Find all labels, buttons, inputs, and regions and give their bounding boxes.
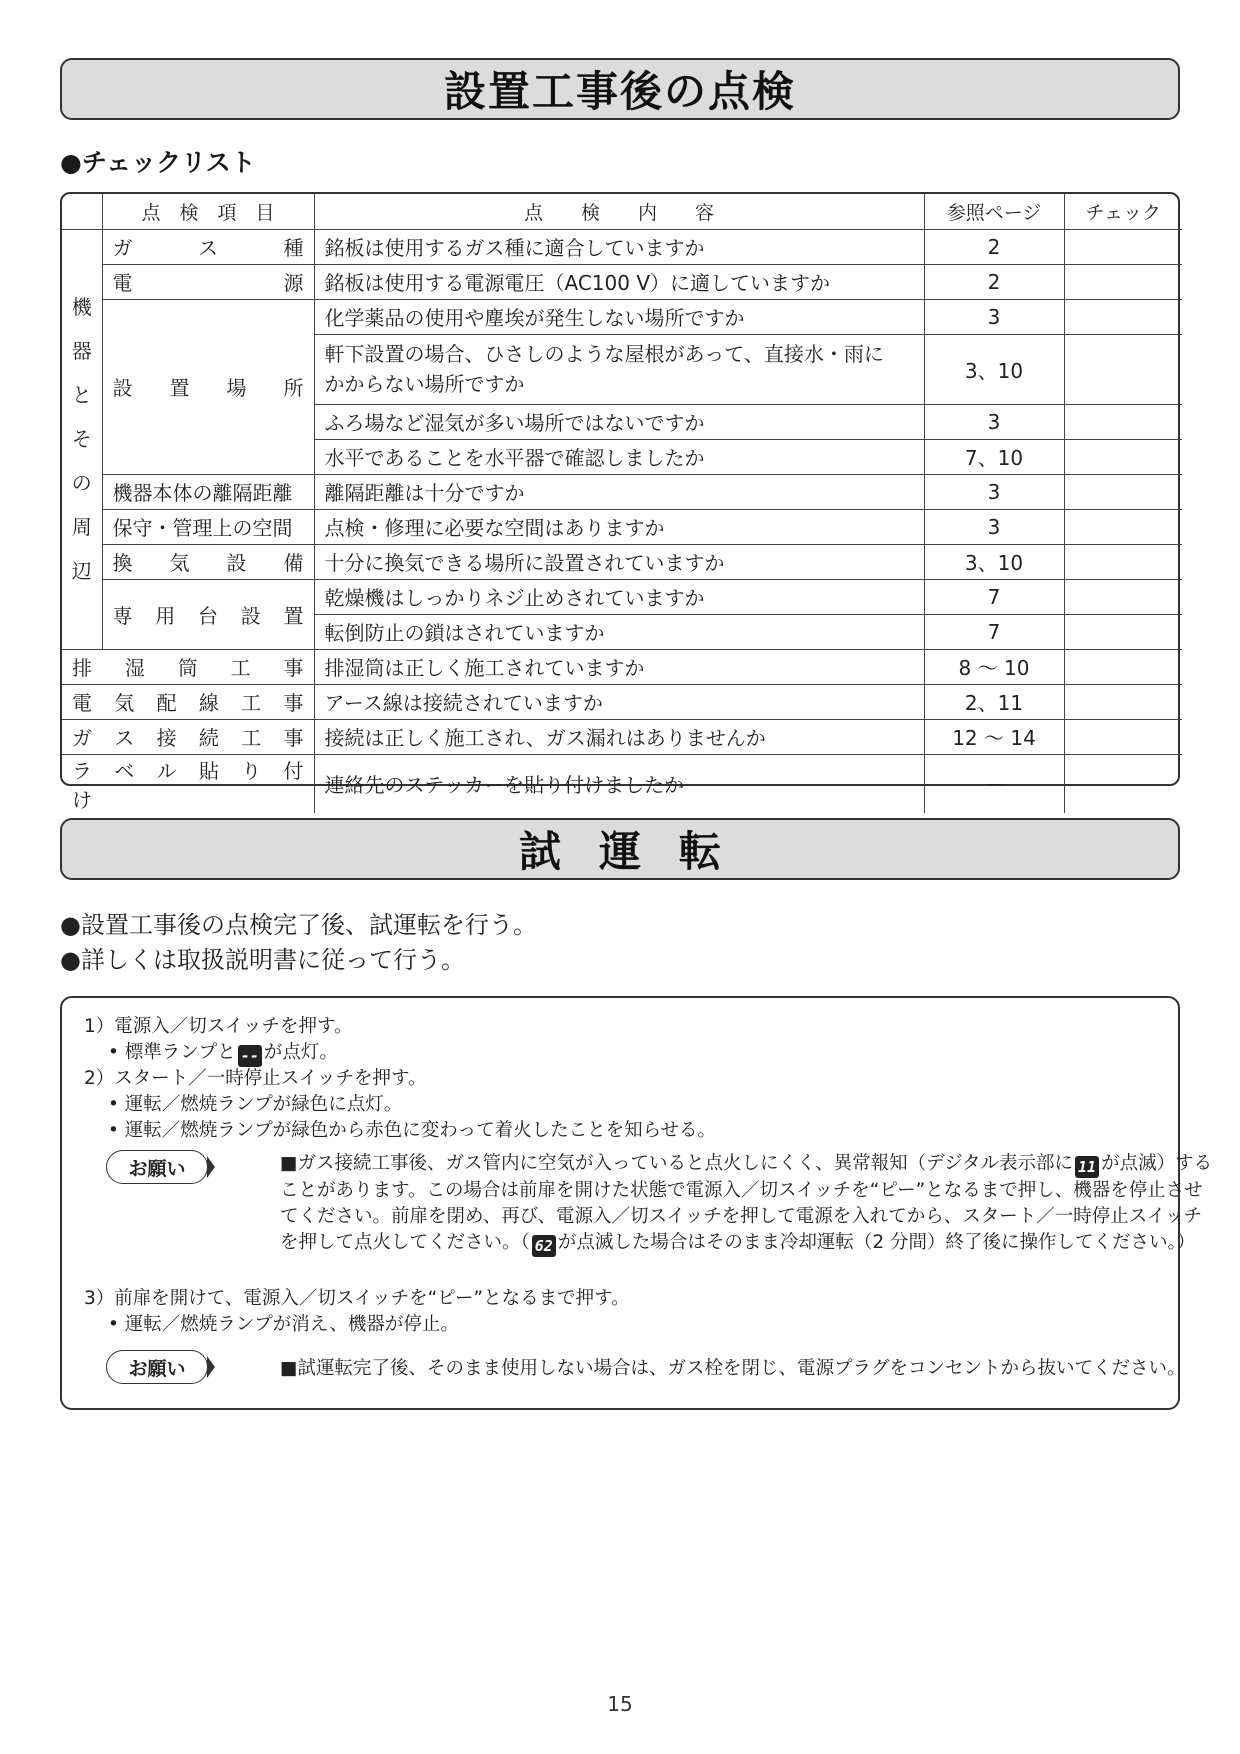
table-row bbox=[62, 474, 1182, 509]
page-number: 15 bbox=[607, 1692, 633, 1716]
notice-2-text: ■試運転完了後、そのまま使用しない場合は、ガス栓を閉じ、電源プラグをコンセントから抜いてください。 bbox=[280, 1358, 1186, 1379]
page-cell: 7、10 bbox=[924, 439, 1064, 474]
notice-badge: お願い bbox=[106, 1150, 208, 1184]
group-char: 器 bbox=[71, 339, 92, 363]
content-cell: 転倒防止の鎖はされていますか bbox=[314, 614, 924, 649]
content-cell: 水平であることを水平器で確認しましたか bbox=[314, 439, 924, 474]
group-char: 機 bbox=[71, 295, 92, 319]
procedure-box bbox=[60, 996, 1213, 1410]
content-cell: 接続は正しく施工され、ガス漏れはありませんか bbox=[314, 719, 924, 754]
step-1-detail bbox=[108, 1038, 338, 1067]
item-cell: 排 湿 筒 工 事 bbox=[62, 649, 314, 684]
header-cell-check: チェック bbox=[1064, 194, 1182, 229]
check-cell[interactable] bbox=[1064, 439, 1182, 474]
item-cell: ガ ス 種 bbox=[102, 229, 314, 264]
notice-badge: お願い bbox=[106, 1350, 208, 1384]
content-cell: 十分に換気できる場所に設置されていますか bbox=[314, 544, 924, 579]
page-cell: 3 bbox=[924, 474, 1064, 509]
group-char: の bbox=[71, 471, 92, 495]
item-cell: 機器本体の離隔距離 bbox=[102, 474, 314, 509]
check-cell[interactable] bbox=[1064, 544, 1182, 579]
notice-1-text-b: が点滅）することがあります。この場合は前扉を開けた状態で電源入／切スイッチを“ピー”となるまで押し、機器を停止させてください。前扉を閉め、再び、電源入／切スイッチを押して電源を入れてから、スタート／一時停止スイッチを押して点火してください。（ bbox=[280, 1153, 1213, 1253]
item-cell: 電 源 bbox=[102, 264, 314, 299]
page-cell: 7 bbox=[924, 579, 1064, 614]
intro-line: ●設置工事後の点検完了後、試運転を行う。 bbox=[60, 911, 537, 939]
page-cell: 12 ～ 14 bbox=[924, 719, 1064, 754]
step-2-detail: • 運転／燃焼ランプが緑色に点灯。 bbox=[108, 1094, 403, 1115]
content-cell: 排湿筒は正しく施工されていますか bbox=[314, 649, 924, 684]
group-char: そ bbox=[71, 427, 92, 451]
check-cell[interactable] bbox=[1064, 229, 1182, 264]
display-segment-icon: -- bbox=[238, 1045, 262, 1067]
page-cell: 2、11 bbox=[924, 684, 1064, 719]
notice-1-text bbox=[280, 1151, 1220, 1257]
content-cell: ふろ場など湿気が多い場所ではないですか bbox=[314, 404, 924, 439]
table-row bbox=[62, 509, 1182, 544]
step-1-detail-text: が点灯。 bbox=[263, 1042, 338, 1063]
content-cell: 銘板は使用する電源電圧（AC100 V）に適していますか bbox=[314, 264, 924, 299]
table-row bbox=[62, 229, 1182, 264]
check-cell[interactable] bbox=[1064, 334, 1182, 404]
table-row bbox=[62, 579, 1182, 614]
check-cell[interactable] bbox=[1064, 719, 1182, 754]
intro-line: ●詳しくは取扱説明書に従って行う。 bbox=[60, 946, 465, 974]
content-cell: 離隔距離は十分ですか bbox=[314, 474, 924, 509]
check-cell[interactable] bbox=[1064, 404, 1182, 439]
notice-1-text-a: ■ガス接続工事後、ガス管内に空気が入っていると点火しにくく、異常報知（デジタル表示部に bbox=[280, 1153, 1074, 1174]
step-3-detail: • 運転／燃焼ランプが消え、機器が停止。 bbox=[108, 1314, 459, 1335]
table-row bbox=[62, 299, 1182, 334]
header-cell-blank bbox=[62, 194, 102, 229]
display-segment-icon: 11 bbox=[1075, 1156, 1099, 1178]
content-cell: アース線は接続されていますか bbox=[314, 684, 924, 719]
item-cell: 電 気 配 線 工 事 bbox=[62, 684, 314, 719]
notice-1-text-c: が点滅した場合はそのまま冷却運転（2 分間）終了後に操作してください。） bbox=[557, 1232, 1196, 1253]
page-cell: 3、10 bbox=[924, 544, 1064, 579]
checklist-heading: ●チェックリスト bbox=[60, 148, 256, 177]
group-char: 辺 bbox=[71, 559, 92, 583]
item-cell: 換 気 設 備 bbox=[102, 544, 314, 579]
header-cell-item: 点 検 項 目 bbox=[102, 194, 314, 229]
page-cell: 2 bbox=[924, 229, 1064, 264]
item-cell: 専 用 台 設 置 bbox=[102, 579, 314, 649]
table-row bbox=[62, 684, 1182, 719]
checklist-table bbox=[60, 192, 1180, 812]
header-cell-page: 参照ページ bbox=[924, 194, 1064, 229]
table-row bbox=[62, 719, 1182, 754]
content-cell: 銘板は使用するガス種に適合していますか bbox=[314, 229, 924, 264]
table-row bbox=[62, 754, 1182, 813]
page-cell: 3 bbox=[924, 509, 1064, 544]
step-2-detail: • 運転／燃焼ランプが緑色から赤色に変わって着火したことを知らせる。 bbox=[108, 1120, 717, 1141]
content-cell: 連絡先のステッカーを貼り付けましたか bbox=[314, 754, 924, 813]
header-cell-content: 点 検 内 容 bbox=[314, 194, 924, 229]
page-cell: 7 bbox=[924, 614, 1064, 649]
page-cell: 3 bbox=[924, 299, 1064, 334]
item-cell: 設 置 場 所 bbox=[102, 299, 314, 474]
step-1: 1）電源入／切スイッチを押す。 bbox=[84, 1016, 353, 1037]
item-cell: ガ ス 接 続 工 事 bbox=[62, 719, 314, 754]
page-cell: 2 bbox=[924, 264, 1064, 299]
content-line: 軒下設置の場合、ひさしのような屋根があって、直接水・雨に bbox=[324, 342, 884, 366]
content-cell: 乾燥機はしっかりネジ止めされていますか bbox=[314, 579, 924, 614]
group-char: と bbox=[71, 383, 92, 407]
item-cell: 保守・管理上の空間 bbox=[102, 509, 314, 544]
item-cell: ラ ベ ル 貼 り 付 け bbox=[62, 754, 314, 813]
table-header-row bbox=[62, 194, 1182, 229]
group-char: 周 bbox=[71, 515, 92, 539]
table-row bbox=[62, 649, 1182, 684]
check-cell[interactable] bbox=[1064, 264, 1182, 299]
check-cell[interactable] bbox=[1064, 649, 1182, 684]
table-row bbox=[62, 264, 1182, 299]
step-1-detail-text: • 標準ランプと bbox=[108, 1042, 236, 1063]
page-cell: － bbox=[924, 754, 1064, 813]
section-title-test-run: 試運転 bbox=[60, 818, 1180, 880]
content-cell bbox=[314, 334, 924, 404]
check-cell[interactable] bbox=[1064, 474, 1182, 509]
page-cell: 3 bbox=[924, 404, 1064, 439]
check-cell[interactable] bbox=[1064, 299, 1182, 334]
section-title-inspection: 設置工事後の点検 bbox=[60, 58, 1180, 120]
check-cell[interactable] bbox=[1064, 754, 1182, 813]
check-cell[interactable] bbox=[1064, 684, 1182, 719]
step-3: 3）前扉を開けて、電源入／切スイッチを“ピー”となるまで押す。 bbox=[84, 1288, 630, 1309]
content-cell: 点検・修理に必要な空間はありますか bbox=[314, 509, 924, 544]
check-cell[interactable] bbox=[1064, 509, 1182, 544]
group-label-equipment bbox=[62, 229, 102, 649]
step-2: 2）スタート／一時停止スイッチを押す。 bbox=[84, 1068, 427, 1089]
check-cell[interactable] bbox=[1064, 579, 1182, 614]
content-cell: 化学薬品の使用や塵埃が発生しない場所ですか bbox=[314, 299, 924, 334]
page-cell: 3、10 bbox=[924, 334, 1064, 404]
display-segment-icon: 62 bbox=[532, 1235, 556, 1257]
page-cell: 8 ～ 10 bbox=[924, 649, 1064, 684]
table-row bbox=[62, 544, 1182, 579]
check-cell[interactable] bbox=[1064, 614, 1182, 649]
content-line: かからない場所ですか bbox=[324, 372, 525, 396]
